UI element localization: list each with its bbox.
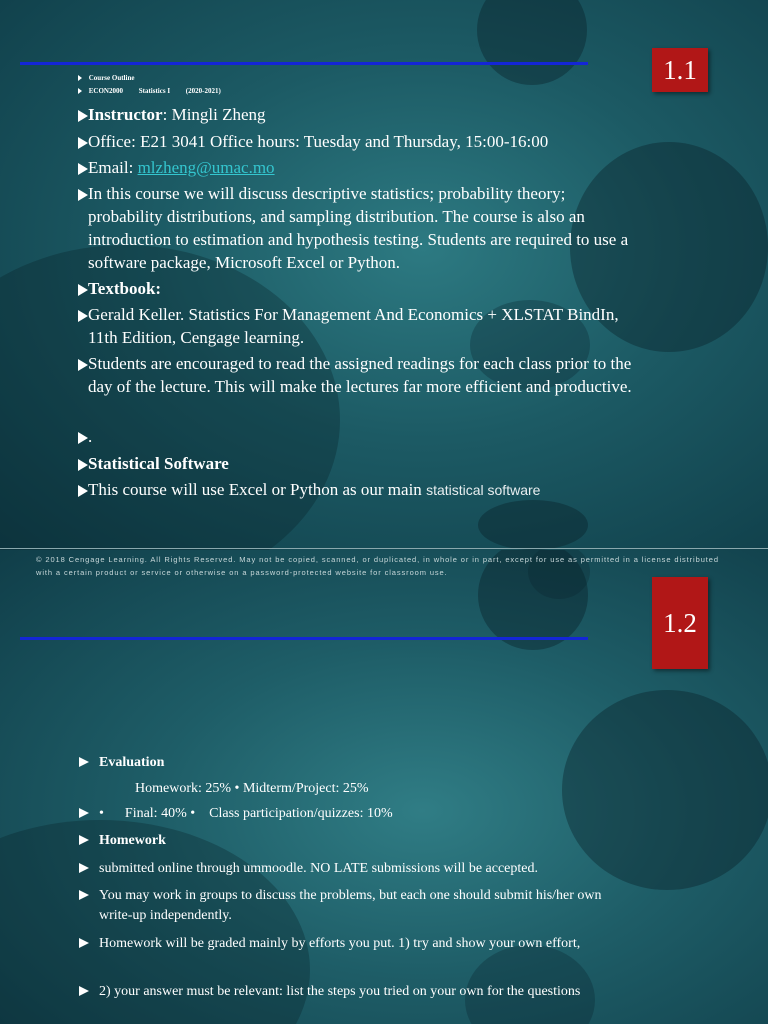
header-course-outline — [78, 74, 134, 82]
bullet-textbook-heading — [76, 277, 636, 300]
email-link[interactable]: mlzheng@umac.mo — [137, 158, 275, 177]
evaluation-weights-1: Homework: 25% • Midterm/Project: 25% — [135, 781, 369, 796]
bullet-icon — [78, 432, 88, 444]
bullet-icon — [79, 863, 89, 873]
textbook-text: Gerald Keller. Statistics For Management And Economics + XLSTAT BindIn, 11th Edition, Cengage learning. — [88, 305, 619, 347]
bullet-homework-heading — [77, 831, 637, 851]
bullet-icon — [79, 808, 89, 818]
homework-heading: Homework — [99, 833, 166, 848]
description-text: In this course we will discuss descriptive statistics; probability theory; probability distributions, and sampling distribution. The course is also an introduction to estimation and hypothesis testing. Students are required to use a software package, Microsoft Excel or Python. — [88, 184, 629, 272]
title-divider — [20, 62, 588, 65]
copyright-notice: © 2018 Cengage Learning. All Rights Reserved. May not be copied, scanned, or duplicated, in whole or in part, except for use as permitted in a license distributed with a certain product or service or otherwise on a password-protected website for classroom use. — [0, 548, 768, 582]
bullet-email — [76, 156, 636, 179]
email-label: Email: — [88, 158, 138, 177]
bullet-icon — [78, 75, 82, 81]
header-label: Course Outline — [88, 74, 135, 82]
bullet-evaluation-heading — [77, 753, 637, 773]
slide-number: 1.1 — [663, 55, 697, 85]
bullet-icon — [79, 938, 89, 948]
evaluation-line-1 — [135, 779, 695, 799]
homework-text-2: You may work in groups to discuss the problems, but each one should submit his/her own write-up independently. — [99, 888, 602, 923]
course-name: Statistics I — [138, 87, 171, 95]
bullet-textbook — [76, 303, 636, 349]
title-divider — [20, 637, 588, 640]
bullet-icon — [78, 359, 88, 371]
bullet-icon — [78, 310, 88, 322]
bullet-homework-1 — [77, 859, 637, 879]
empty-dot: . — [88, 427, 93, 446]
evaluation-heading: Evaluation — [99, 755, 165, 770]
bullet-software — [76, 478, 636, 502]
software-text-tail: statistical software — [426, 482, 541, 498]
bullet-icon — [79, 757, 89, 767]
bullet-icon — [78, 88, 82, 94]
evaluation-weights-2: • Final: 40% • Class participation/quizzes: 10% — [99, 806, 393, 821]
bullet-icon — [79, 835, 89, 845]
bullet-homework-4 — [77, 982, 637, 1002]
header-course-info — [78, 87, 221, 95]
bullet-icon — [78, 163, 88, 175]
software-heading: Statistical Software — [88, 454, 229, 473]
bullet-description — [76, 182, 636, 274]
instructor-label: Instructor — [88, 105, 163, 124]
bullet-office — [76, 130, 636, 153]
readings-text: Students are encouraged to read the assigned readings for each class prior to the day of the lecture. This will make the lectures far more efficient and productive. — [88, 354, 632, 396]
bullet-icon — [78, 110, 88, 122]
bullet-evaluation-line-2 — [77, 804, 637, 824]
bullet-icon — [78, 189, 88, 201]
slide-number-badge — [652, 48, 708, 92]
bullet-empty — [76, 425, 636, 448]
bullet-icon — [78, 459, 88, 471]
bullet-icon — [79, 986, 89, 996]
textbook-heading: Textbook: — [88, 279, 162, 298]
bullet-instructor — [76, 103, 636, 126]
decor-circle — [477, 0, 587, 85]
instructor-sep: : — [162, 105, 168, 124]
bullet-icon — [78, 284, 88, 296]
bullet-readings — [76, 352, 636, 398]
course-code: ECON2000 — [88, 87, 123, 95]
instructor-name: Mingli Zheng — [167, 105, 266, 124]
slide-2 — [0, 550, 768, 1024]
bullet-icon — [78, 137, 88, 149]
software-text: This course will use Excel or Python as our main — [88, 480, 427, 499]
homework-text-4: 2) your answer must be relevant: list the steps you tried on your own for the questions — [99, 984, 581, 999]
bullet-homework-2 — [77, 886, 637, 925]
bullet-homework-3 — [77, 934, 637, 954]
course-year: (2020-2021) — [185, 87, 221, 95]
slide-number: 1.2 — [663, 608, 697, 638]
decor-circle — [478, 500, 588, 550]
homework-text-1: submitted online through ummoodle. NO LATE submissions will be accepted. — [99, 861, 538, 876]
bullet-icon — [78, 485, 88, 497]
homework-text-3: Homework will be graded mainly by efforts you put. 1) try and show your own effort, — [99, 936, 581, 951]
slide-number-badge — [652, 577, 708, 669]
bullet-software-heading — [76, 452, 636, 475]
bullet-icon — [79, 890, 89, 900]
office-text: Office: E21 3041 Office hours: Tuesday and Thursday, 15:00-16:00 — [88, 132, 549, 151]
